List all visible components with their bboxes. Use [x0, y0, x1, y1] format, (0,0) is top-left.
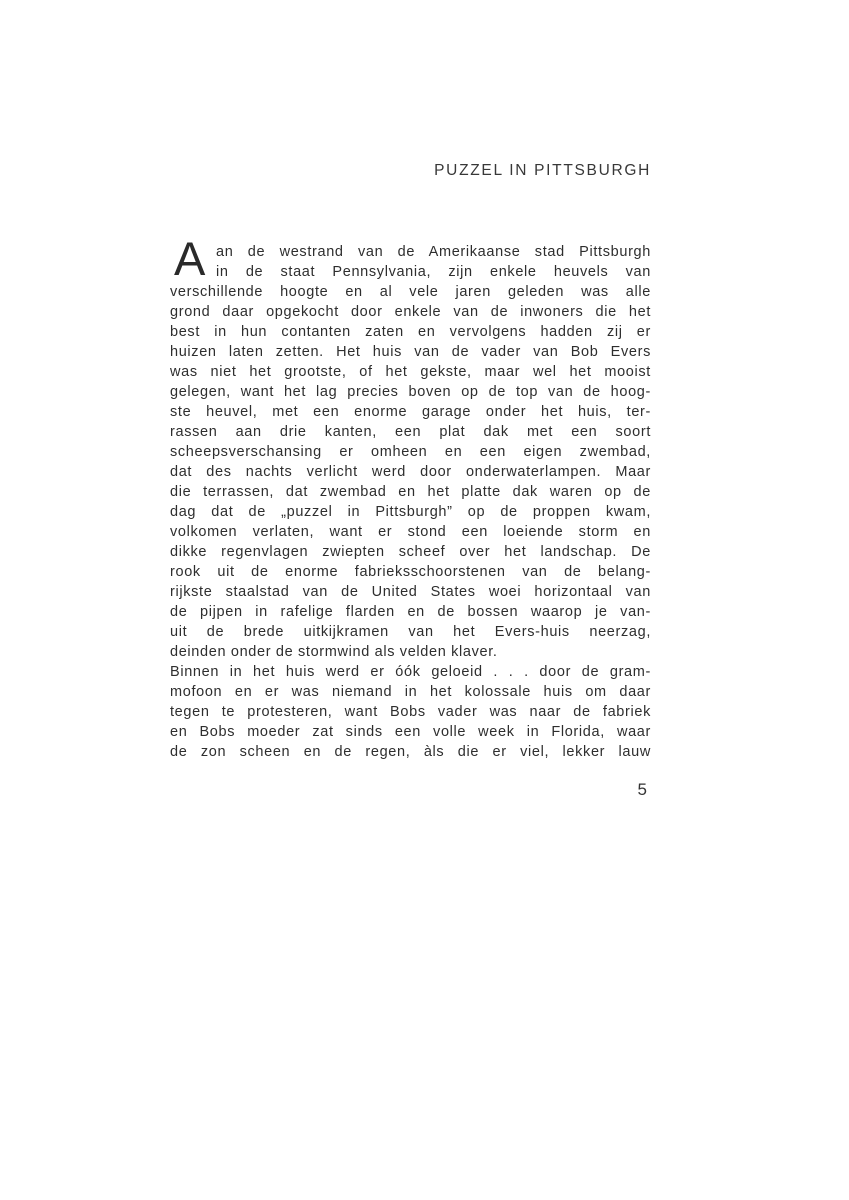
text-line: an de westrand van de Amerikaanse stad Pittsburgh	[216, 244, 651, 260]
running-header: PUZZEL IN PITTSBURGH	[434, 162, 651, 179]
paragraph-opening	[170, 232, 651, 662]
text-line: in de staat Pennsylvania, zijn enkele heuvels van	[216, 264, 651, 280]
page-number: 5	[637, 780, 647, 799]
text-line: ste heuvel, met een enorme garage onder het huis, ter-	[170, 404, 651, 420]
text-line: rijkste staalstad van de United States woei horizontaal van	[170, 584, 651, 600]
text-line: huizen laten zetten. Het huis van de vader van Bob Evers	[170, 344, 651, 360]
text-line: verschillende hoogte en al vele jaren geleden was alle	[170, 284, 651, 300]
text-line: Binnen in het huis werd er óók geloeid . . . door de gram-	[170, 664, 651, 680]
text-line: dag dat de „puzzel in Pittsburgh” op de proppen kwam,	[170, 504, 651, 520]
text-line: best in hun contanten zaten en vervolgens hadden zij er	[170, 324, 651, 340]
paragraph-second	[170, 662, 651, 762]
text-line: uit de brede uitkijkramen van het Evers-huis neerzag,	[170, 624, 651, 640]
text-line: dat des nachts verlicht werd door onderwaterlampen. Maar	[170, 464, 651, 480]
text-line: en Bobs moeder zat sinds een volle week in Florida, waar	[170, 724, 651, 740]
text-line: de pijpen in rafelige flarden en de bossen waarop je van-	[170, 604, 651, 620]
text-line: grond daar opgekocht door enkele van de inwoners die het	[170, 304, 651, 320]
text-line: tegen te protesteren, want Bobs vader was naar de fabriek	[170, 704, 651, 720]
text-line: dikke regenvlagen zwiepten scheef over het landschap. De	[170, 544, 651, 560]
text-line: volkomen verlaten, want er stond een loeiende storm en	[170, 524, 651, 540]
page-text-body	[170, 232, 651, 762]
text-line: deinden onder de stormwind als velden klaver.	[170, 644, 498, 660]
text-line: scheepsverschansing er omheen en een eigen zwembad,	[170, 444, 651, 460]
text-line: mofoon en er was niemand in het kolossale huis om daar	[170, 684, 651, 700]
text-line: de zon scheen en de regen, àls die er viel, lekker lauw	[170, 744, 651, 760]
text-line: was niet het grootste, of het gekste, maar wel het mooist	[170, 364, 651, 380]
text-line: gelegen, want het lag precies boven op de top van de hoog-	[170, 384, 651, 400]
text-line: rook uit de enorme fabrieksschoorstenen van de belang-	[170, 564, 651, 580]
text-line: die terrassen, dat zwembad en het platte dak waren op de	[170, 484, 651, 500]
text-line: rassen aan drie kanten, een plat dak met een soort	[170, 424, 651, 440]
drop-cap-letter: A	[174, 232, 206, 285]
